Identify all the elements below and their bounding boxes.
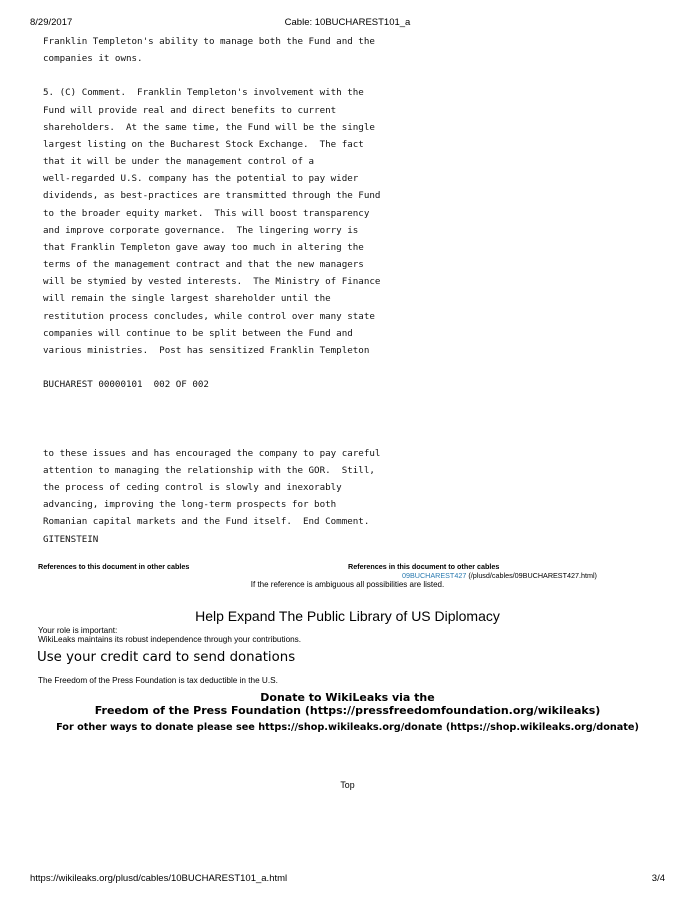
cable-line: terms of the management contract and that the new managers [43, 259, 364, 271]
role-line-2: WikiLeaks maintains its robust independence through your contributions. [38, 635, 302, 644]
donate-link[interactable] [0, 691, 695, 717]
cable-line: will remain the single largest shareholder until the [43, 293, 331, 305]
reference-link[interactable]: 09BUCHAREST427 [402, 571, 467, 580]
cable-line: to these issues and has encouraged the company to pay careful [43, 447, 381, 459]
page-url: https://wikileaks.org/plusd/cables/10BUCHAREST101_a.html [30, 873, 288, 884]
references-to-label: References in this document to other cables [348, 562, 500, 571]
cable-text [43, 33, 380, 548]
reference-entry [402, 571, 597, 580]
cable-line: largest listing on the Bucharest Stock Exchange. The fact [43, 138, 364, 150]
credit-card-heading: Use your credit card to send donations [37, 650, 296, 665]
page-title: Cable: 10BUCHAREST101_a [284, 17, 411, 28]
cable-line: that it will be under the management control of a [43, 156, 315, 168]
cable-line: GITENSTEIN [43, 533, 99, 545]
cable-line: the process of ceding control is slowly and inexorably [43, 482, 342, 494]
cable-line: companies will continue to be split between the Fund and [43, 327, 353, 339]
cable-line: will be stymied by vested interests. The Ministry of Finance [43, 276, 381, 288]
donation-heading: Help Expand The Public Library of US Diplomacy [195, 608, 500, 624]
print-date: 8/29/2017 [30, 17, 73, 28]
cable-line: 5. (C) Comment. Franklin Templeton's involvement with the [43, 87, 364, 99]
cable-line: dividends, as best-practices are transmitted through the Fund [43, 190, 381, 202]
donate-line-2: Freedom of the Press Foundation (https://pressfreedomfoundation.org/wikileaks) [94, 704, 601, 717]
tax-deductible-note: The Freedom of the Press Foundation is tax deductible in the U.S. [38, 676, 278, 685]
cable-line: attention to managing the relationship with the GOR. Still, [43, 464, 375, 476]
cable-line: various ministries. Post has sensitized Franklin Templeton [43, 344, 370, 356]
cable-line: and improve corporate governance. The lingering worry is [43, 224, 359, 236]
ambiguous-note: If the reference is ambiguous all possibilities are listed. [250, 580, 445, 589]
cable-line: to the broader equity market. This will boost transparency [43, 207, 370, 219]
donate-line-1: Donate to WikiLeaks via the [260, 691, 435, 704]
cable-line: Franklin Templeton's ability to manage both the Fund and the [43, 36, 375, 47]
cable-line: companies it owns. [43, 53, 143, 65]
other-ways-link[interactable]: For other ways to donate please see https://shop.wikileaks.org/donate (https://shop.wikileaks.org/donate) [56, 722, 639, 733]
cable-line: shareholders. At the same time, the Fund will be the single [43, 121, 375, 133]
role-line-1: Your role is important: [38, 626, 118, 635]
cable-line: that Franklin Templeton gave away too much in altering the [43, 241, 364, 253]
role-text [38, 626, 301, 644]
cable-line: well-regarded U.S. company has the potential to pay wider [43, 173, 359, 185]
cable-line: Fund will provide real and direct benefits to current [43, 104, 337, 116]
page-number: 3/4 [651, 873, 665, 884]
top-link[interactable]: Top [340, 780, 355, 790]
cable-line: restitution process concludes, while control over many state [43, 310, 375, 322]
reference-url: (/plusd/cables/09BUCHAREST427.html) [468, 571, 597, 580]
references-from-label: References to this document in other cables [38, 562, 190, 571]
cable-line: advancing, improving the long-term prospects for both [43, 499, 337, 511]
cable-line: BUCHAREST 00000101 002 OF 002 [43, 379, 209, 391]
cable-line: Romanian capital markets and the Fund itself. End Comment. [43, 516, 370, 528]
